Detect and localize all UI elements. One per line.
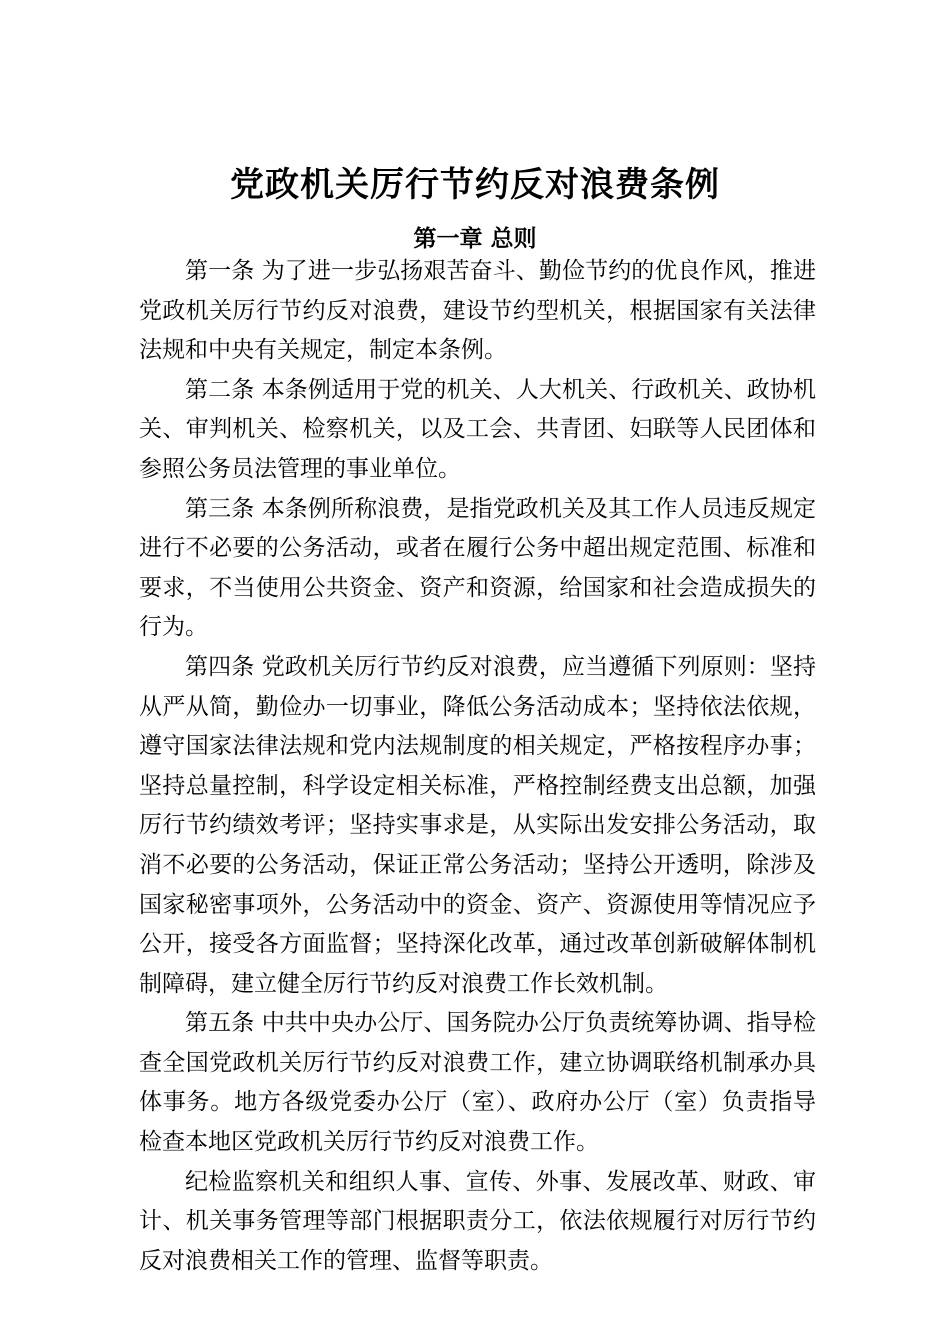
article-1-paragraph: 第一条 为了进一步弘扬艰苦奋斗、勤俭节约的优良作风，推进党政机关厉行节约反对浪费，建设节约型机关，根据国家有关法律法规和中央有关规定，制定本条例。 <box>139 258 816 364</box>
document-title: 党政机关厉行节约反对浪费条例 <box>230 165 720 205</box>
article-2-paragraph: 第二条 本条例适用于党的机关、人大机关、行政机关、政协机关、审判机关、检察机关，以及工会、共青团、妇联等人民团体和参照公务员法管理的事业单位。 <box>139 376 816 482</box>
chapter-heading: 第一章 总则 <box>413 226 537 252</box>
article-4-paragraph: 第四条 党政机关厉行节约反对浪费，应当遵循下列原则：坚持从严从简，勤俭办一切事业，降低公务活动成本；坚持依法依规，遵守国家法律法规和党内法规制度的相关规定，严格按程序办事；坚持总量控制，科学设定相关标准，严格控制经费支出总额，加强厉行节约绩效考评；坚持实事求是，从实际出发安排公务活动，取消不必要的公务活动，保证正常公务活动；坚持公开透明，除涉及国家秘密事项外，公务活动中的资金、资产、资源使用等情况应予公开，接受各方面监督；坚持深化改革，通过改革创新破解体制机制障碍，建立健全厉行节约反对浪费工作长效机制。 <box>139 653 816 997</box>
article-3-paragraph: 第三条 本条例所称浪费，是指党政机关及其工作人员违反规定进行不必要的公务活动，或者在履行公务中超出规定范围、标准和要求，不当使用公共资金、资产和资源，给国家和社会造成损失的行为。 <box>139 495 816 641</box>
document-body <box>139 252 816 1281</box>
article-5-paragraph: 第五条 中共中央办公厅、国务院办公厅负责统筹协调、指导检查全国党政机关厉行节约反对浪费工作，建立协调联络机制承办具体事务。地方各级党委办公厅（室）、政府办公厅（室）负责指导检查本地区党政机关厉行节约反对浪费工作。 <box>139 1010 816 1156</box>
article-5-continuation-paragraph: 纪检监察机关和组织人事、宣传、外事、发展改革、财政、审计、机关事务管理等部门根据职责分工，依法依规履行对厉行节约反对浪费相关工作的管理、监督等职责。 <box>139 1168 816 1274</box>
